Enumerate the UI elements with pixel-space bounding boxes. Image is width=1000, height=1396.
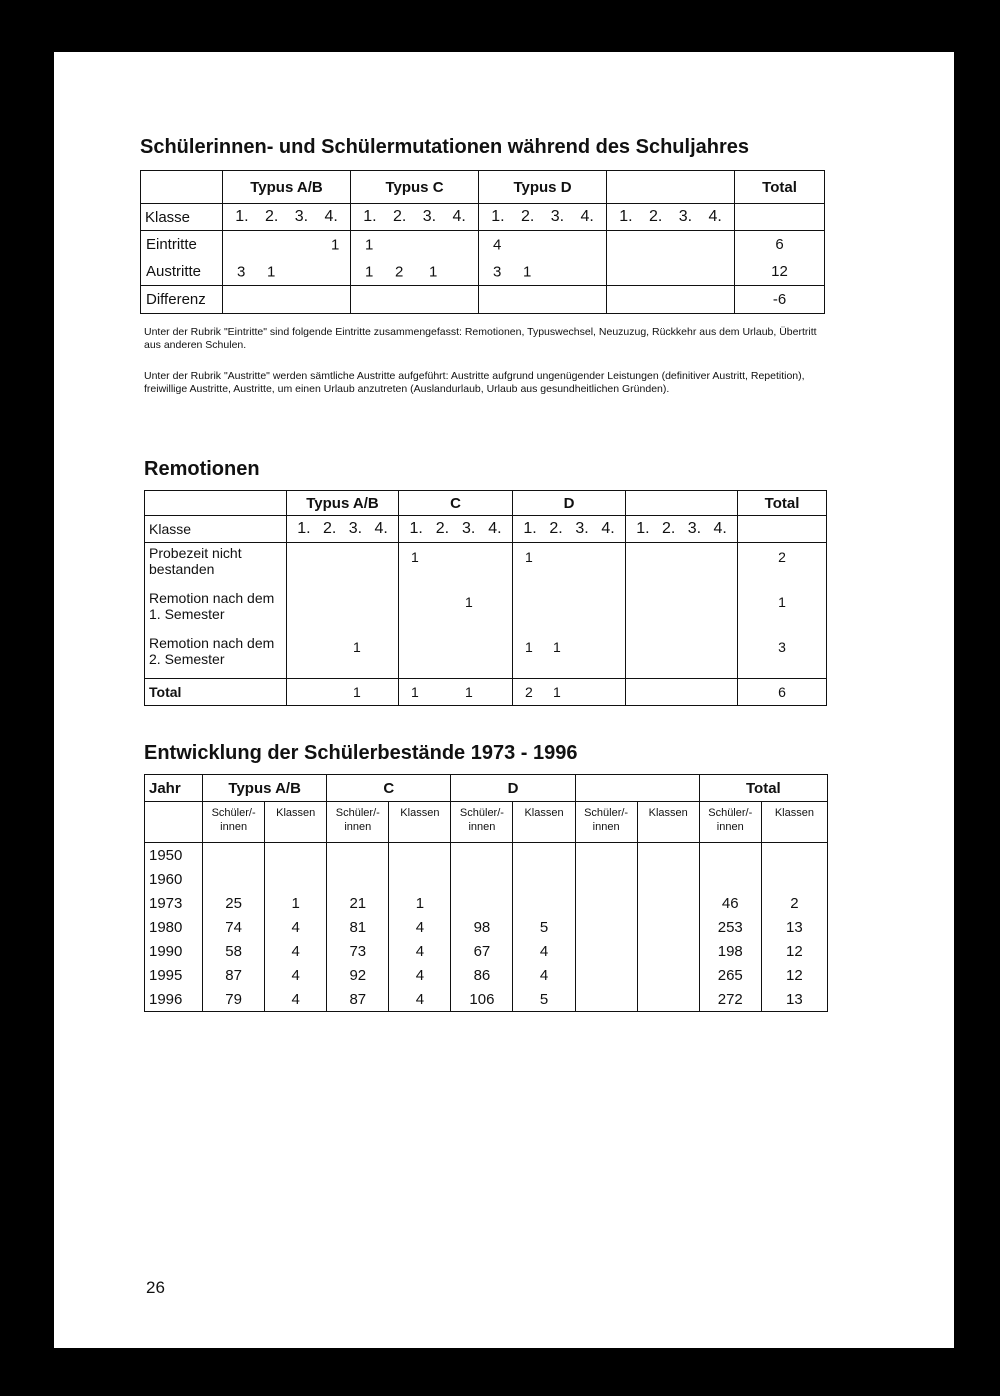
value-cell: 253 (699, 915, 761, 939)
value-cell (626, 633, 738, 679)
value-cell (699, 867, 761, 891)
class-number: 4. (374, 520, 388, 537)
year-cell: 1960 (145, 867, 203, 891)
class-group (399, 516, 513, 543)
class-number: 4. (488, 520, 502, 537)
class-number: 2. (322, 520, 337, 537)
value-cell: 106 (451, 987, 513, 1012)
value-cell: 12 (761, 939, 827, 963)
class-group (287, 516, 399, 543)
class-number: 1. (235, 208, 249, 225)
total-value: 3 (738, 633, 827, 679)
value-cell (203, 843, 265, 868)
header-c: C (399, 491, 513, 516)
class-number: 1. (363, 208, 377, 225)
value-cell: 67 (451, 939, 513, 963)
value-cell (399, 633, 513, 679)
value-cell: 1 (287, 633, 399, 679)
value-cell (575, 915, 637, 939)
class-number: 4. (580, 208, 594, 225)
section1-title: Schülerinnen- und Schülermutationen während des Schuljahres (140, 136, 749, 158)
value-cell (451, 867, 513, 891)
klasse-row (141, 204, 825, 231)
value-cell (327, 867, 389, 891)
mutations-table (140, 170, 825, 314)
table-row (145, 939, 828, 963)
section3-title: Entwicklung der Schülerbestände 1973 - 1996 (144, 742, 578, 764)
sub-klassen: Klassen (389, 802, 451, 843)
class-number: 1. (523, 520, 537, 537)
table-row (145, 588, 827, 633)
value-cell: 1 1 (513, 633, 626, 679)
sub-klassen: Klassen (513, 802, 575, 843)
total-row (145, 679, 827, 706)
value-cell: 1 (351, 231, 479, 259)
total-cell (735, 204, 825, 231)
value-cell: 81 (327, 915, 389, 939)
value-cell: 272 (699, 987, 761, 1012)
class-number: 1. (619, 208, 633, 225)
class-number: 2. (392, 208, 407, 225)
header-d: D (513, 491, 626, 516)
blank-cell (145, 802, 203, 843)
value-cell (327, 843, 389, 868)
value-cell: 1 (287, 679, 399, 706)
value-cell: 1 2 1 (351, 258, 479, 286)
value-cell: 5 (513, 915, 575, 939)
value-cell (699, 843, 761, 868)
total-cell (738, 516, 827, 543)
mutations-header-row (141, 171, 825, 204)
value-cell (637, 915, 699, 939)
value-cell: 74 (203, 915, 265, 939)
header-empty (607, 171, 735, 204)
class-number: 3. (348, 520, 363, 537)
klasse-row (145, 516, 827, 543)
value-cell: 21 (327, 891, 389, 915)
value-cell: 87 (327, 987, 389, 1012)
value-cell: 87 (203, 963, 265, 987)
class-number: 3. (294, 208, 309, 225)
value-cell: 13 (761, 915, 827, 939)
row-label: Total (145, 679, 287, 706)
sub-schueler: Schüler/-innen (699, 802, 761, 843)
value-cell: 1 1 (399, 679, 513, 706)
value-cell (626, 679, 738, 706)
value-cell (575, 891, 637, 915)
value-cell (637, 987, 699, 1012)
class-number: 2. (435, 520, 450, 537)
value-cell: 1 (223, 231, 351, 259)
year-cell: 1950 (145, 843, 203, 868)
value-cell: 4 (389, 939, 451, 963)
value-cell (761, 867, 827, 891)
klasse-label: Klasse (145, 516, 287, 543)
header-typus-d: Typus D (479, 171, 607, 204)
value-cell (637, 891, 699, 915)
total-value: 6 (738, 679, 827, 706)
value-cell (575, 963, 637, 987)
value-cell (513, 843, 575, 868)
value-cell (351, 286, 479, 314)
value-cell: 2 (761, 891, 827, 915)
class-group (513, 516, 626, 543)
total-value: 1 (738, 588, 827, 633)
corner-cell (141, 171, 223, 204)
value-cell (223, 286, 351, 314)
class-number: 1. (636, 520, 650, 537)
value-cell: 198 (699, 939, 761, 963)
year-cell: 1973 (145, 891, 203, 915)
table-row (145, 891, 828, 915)
header-typus-c: Typus C (351, 171, 479, 204)
value-cell: 4 (389, 915, 451, 939)
value-cell (451, 891, 513, 915)
class-number: 1. (409, 520, 423, 537)
value-cell: 4 (265, 963, 327, 987)
year-cell: 1980 (145, 915, 203, 939)
value-cell (389, 843, 451, 868)
header-total: Total (738, 491, 827, 516)
class-group (626, 516, 738, 543)
class-number: 4. (601, 520, 615, 537)
value-cell: 4 (389, 963, 451, 987)
table-row (145, 963, 828, 987)
class-number: 3. (678, 208, 693, 225)
value-cell: 79 (203, 987, 265, 1012)
class-number: 2. (520, 208, 535, 225)
value-cell: 265 (699, 963, 761, 987)
table-row (145, 915, 828, 939)
row-label: Probezeit nicht bestanden (145, 543, 287, 589)
value-cell (513, 588, 626, 633)
row-label: Remotion nach dem 1. Semester (145, 588, 287, 633)
value-cell: 4 (513, 939, 575, 963)
class-number: 1. (491, 208, 505, 225)
value-cell (575, 843, 637, 868)
value-cell: 25 (203, 891, 265, 915)
sub-klassen: Klassen (265, 802, 327, 843)
sub-schueler: Schüler/-innen (203, 802, 265, 843)
value-cell (637, 963, 699, 987)
value-cell (626, 543, 738, 589)
value-cell (451, 843, 513, 868)
value-cell: 86 (451, 963, 513, 987)
table-row (141, 231, 825, 259)
class-group (351, 204, 479, 231)
value-cell: 46 (699, 891, 761, 915)
row-label: Austritte (141, 258, 223, 286)
table-row (145, 843, 828, 868)
header-empty (575, 775, 699, 802)
total-value: 6 (735, 231, 825, 259)
sub-schueler: Schüler/-innen (451, 802, 513, 843)
value-cell: 2 1 (513, 679, 626, 706)
value-cell (265, 843, 327, 868)
header-total: Total (699, 775, 827, 802)
value-cell (607, 258, 735, 286)
note-eintritte: Unter der Rubrik "Eintritte" sind folgende Eintritte zusammengefasst: Remotionen, Typuswechsel, Neuzuzug, Rückkehr aus dem Urlaub, Übertritt aus anderen Schulen. (144, 326, 817, 351)
value-cell: 4 (265, 987, 327, 1012)
class-number: 2. (648, 208, 663, 225)
class-number: 2. (264, 208, 279, 225)
value-cell: 92 (327, 963, 389, 987)
value-cell: 1 (389, 891, 451, 915)
value-cell (637, 939, 699, 963)
value-cell: 1 (399, 588, 513, 633)
value-cell (637, 867, 699, 891)
subheader-row (145, 802, 828, 843)
value-cell: 58 (203, 939, 265, 963)
value-cell (287, 543, 399, 589)
value-cell: 4 (389, 987, 451, 1012)
value-cell (607, 231, 735, 259)
value-cell (626, 588, 738, 633)
row-label: Remotion nach dem 2. Semester (145, 633, 287, 679)
jahr-header: Jahr (145, 775, 203, 802)
class-number: 3. (575, 520, 589, 537)
value-cell: 1 (513, 543, 626, 589)
table-row (145, 987, 828, 1012)
class-number: 2. (549, 520, 563, 537)
table-row (141, 286, 825, 314)
value-cell (575, 867, 637, 891)
header-empty (626, 491, 738, 516)
sub-schueler: Schüler/-innen (327, 802, 389, 843)
table-row (145, 867, 828, 891)
table-row (145, 633, 827, 679)
klasse-label: Klasse (141, 204, 223, 231)
header-c: C (327, 775, 451, 802)
value-cell (265, 867, 327, 891)
corner-cell (145, 491, 287, 516)
class-group (479, 204, 607, 231)
value-cell (513, 891, 575, 915)
class-group (607, 204, 735, 231)
value-cell (637, 843, 699, 868)
value-cell: 4 (513, 963, 575, 987)
value-cell: 4 (265, 939, 327, 963)
year-cell: 1995 (145, 963, 203, 987)
value-cell: 13 (761, 987, 827, 1012)
class-number: 4. (324, 208, 338, 225)
row-label: Eintritte (141, 231, 223, 259)
total-value: -6 (735, 286, 825, 314)
table-row (145, 543, 827, 589)
header-d: D (451, 775, 575, 802)
bestaende-table (144, 774, 828, 1012)
header-typus-ab: Typus A/B (203, 775, 327, 802)
class-group (223, 204, 351, 231)
class-number: 1. (297, 520, 311, 537)
value-cell (287, 588, 399, 633)
value-cell: 3 1 (223, 258, 351, 286)
class-number: 3. (550, 208, 565, 225)
sub-schueler: Schüler/-innen (575, 802, 637, 843)
header-typus-ab: Typus A/B (223, 171, 351, 204)
value-cell: 12 (761, 963, 827, 987)
value-cell (607, 286, 735, 314)
value-cell (513, 867, 575, 891)
header-typus-ab: Typus A/B (287, 491, 399, 516)
class-number: 4. (452, 208, 466, 225)
document-page (54, 52, 954, 1348)
remotionen-table (144, 490, 827, 706)
value-cell (203, 867, 265, 891)
class-number: 3. (687, 520, 702, 537)
value-cell: 1 (265, 891, 327, 915)
value-cell (575, 987, 637, 1012)
class-number: 3. (422, 208, 437, 225)
class-number: 4. (708, 208, 722, 225)
value-cell: 4 (265, 915, 327, 939)
total-value: 12 (735, 258, 825, 286)
note-austritte: Unter der Rubrik "Austritte" werden sämtliche Austritte aufgeführt: Austritte aufgrund ungenügender Leistungen (definitiver Austritt, Repetition), freiwillige Austritte, Austritte, um einen Urlaub anzutreten (Auslandurlaub, Urlaub aus gesundheitlichen Gründen). (144, 370, 805, 395)
total-value: 2 (738, 543, 827, 589)
page-number: 26 (146, 1278, 165, 1297)
year-cell: 1990 (145, 939, 203, 963)
sub-klassen: Klassen (761, 802, 827, 843)
value-cell: 3 1 (479, 258, 607, 286)
value-cell (479, 286, 607, 314)
value-cell (575, 939, 637, 963)
header-total: Total (735, 171, 825, 204)
row-label: Differenz (141, 286, 223, 314)
remotionen-header-row (145, 491, 827, 516)
value-cell: 98 (451, 915, 513, 939)
class-number: 2. (661, 520, 676, 537)
table-row (141, 258, 825, 286)
value-cell (761, 843, 827, 868)
sub-klassen: Klassen (637, 802, 699, 843)
year-cell: 1996 (145, 987, 203, 1012)
bestaende-header-row (145, 775, 828, 802)
value-cell: 1 (399, 543, 513, 589)
class-number: 3. (461, 520, 476, 537)
value-cell: 5 (513, 987, 575, 1012)
class-number: 4. (713, 520, 727, 537)
value-cell: 4 (479, 231, 607, 259)
value-cell (389, 867, 451, 891)
value-cell: 73 (327, 939, 389, 963)
section2-title: Remotionen (144, 458, 260, 480)
